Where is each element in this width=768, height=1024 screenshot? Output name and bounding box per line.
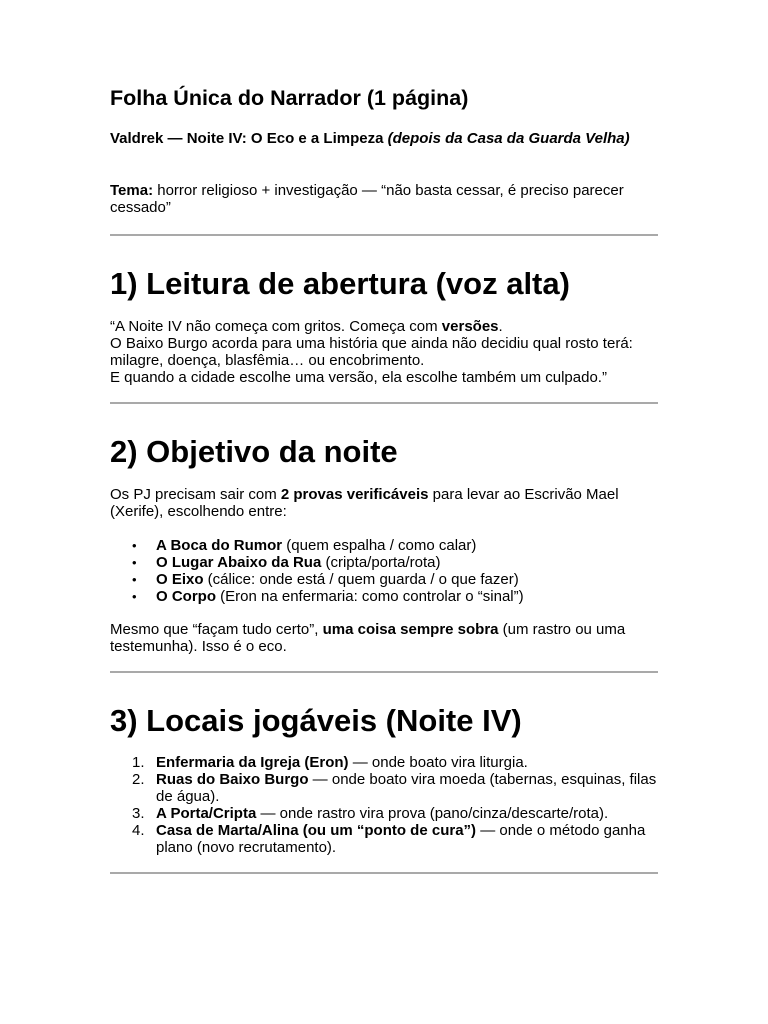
opening-line1-bold: versões <box>441 318 499 335</box>
list-item <box>110 537 658 554</box>
divider-2 <box>110 402 658 404</box>
document-subtitle <box>110 129 658 148</box>
option-name: O Lugar Abaixo da Rua <box>156 554 322 571</box>
objective-outro <box>110 621 658 655</box>
list-item <box>110 754 658 771</box>
opening-line1-pre: “A Noite IV não começa com gritos. Começa com <box>110 318 442 335</box>
option-desc: (cálice: onde está / quem guarda / o que fazer) <box>203 571 519 588</box>
list-item <box>110 571 658 588</box>
divider-3 <box>110 671 658 673</box>
item-number: 4. <box>132 822 145 839</box>
opening-line2: O Baixo Burgo acorda para uma história que ainda não decidiu qual rosto terá: milagre, doença, blasfêmia… ou encobrimento. <box>110 335 633 369</box>
objective-outro-pre: Mesmo que “façam tudo certo”, <box>110 621 323 638</box>
section-3-heading: 3) Locais jogáveis (Noite IV) <box>110 703 522 738</box>
objective-intro-post: para levar ao Escrivão Mael (Xerife), escolhendo entre: <box>110 486 619 520</box>
item-number: 2. <box>132 771 145 788</box>
location-desc: — onde boato vira liturgia. <box>348 754 528 771</box>
subtitle-main: Valdrek — Noite IV: O Eco e a Limpeza <box>110 130 388 147</box>
location-name: Casa de Marta/Alina (ou um “ponto de cura”) <box>156 822 477 839</box>
objective-intro-bold: 2 provas verificáveis <box>280 486 429 503</box>
document-title: Folha Única do Narrador (1 página) <box>110 86 469 110</box>
option-desc: (cripta/porta/rota) <box>321 554 441 571</box>
objective-options-list <box>110 537 658 605</box>
location-name: Ruas do Baixo Burgo <box>156 771 309 788</box>
opening-line3: E quando a cidade escolhe uma versão, ela escolhe também um culpado.” <box>110 369 607 386</box>
location-name: Enfermaria da Igreja (Eron) <box>156 754 349 771</box>
option-name: A Boca do Rumor <box>156 537 283 554</box>
item-number: 3. <box>132 805 145 822</box>
option-desc: (Eron na enfermaria: como controlar o “sinal”) <box>216 588 524 605</box>
theme-label: Tema: <box>110 182 154 199</box>
option-desc: (quem espalha / como calar) <box>282 537 477 554</box>
location-desc: — onde o método ganha plano (novo recrutamento). <box>156 822 646 856</box>
locations-list <box>110 754 658 856</box>
item-number: 1. <box>132 754 145 771</box>
list-item <box>110 588 658 605</box>
location-desc: — onde boato vira moeda (tabernas, esquinas, filas de água). <box>156 771 657 805</box>
section-2-heading: 2) Objetivo da noite <box>110 434 398 469</box>
opening-line1-post: . <box>498 318 503 335</box>
objective-outro-bold: uma coisa sempre sobra <box>322 621 499 638</box>
list-item <box>110 554 658 571</box>
opening-reading <box>110 318 658 386</box>
objective-outro-post: (um rastro ou uma testemunha). Isso é o eco. <box>110 621 626 655</box>
list-item <box>110 771 658 805</box>
option-name: O Eixo <box>156 571 204 588</box>
theme-line <box>110 182 658 216</box>
theme-text: horror religioso + investigação — “não basta cessar, é preciso parecer cessado” <box>110 182 624 216</box>
option-name: O Corpo <box>156 588 216 605</box>
section-1-heading: 1) Leitura de abertura (voz alta) <box>110 266 570 301</box>
location-name: A Porta/Cripta <box>156 805 257 822</box>
divider-4 <box>110 872 658 874</box>
list-item <box>110 805 658 822</box>
divider-1 <box>110 234 658 236</box>
objective-intro <box>110 486 658 520</box>
location-desc: — onde rastro vira prova (pano/cinza/descarte/rota). <box>256 805 609 822</box>
list-item <box>110 822 658 856</box>
subtitle-aside: (depois da Casa da Guarda Velha) <box>387 130 630 147</box>
objective-intro-pre: Os PJ precisam sair com <box>110 486 281 503</box>
